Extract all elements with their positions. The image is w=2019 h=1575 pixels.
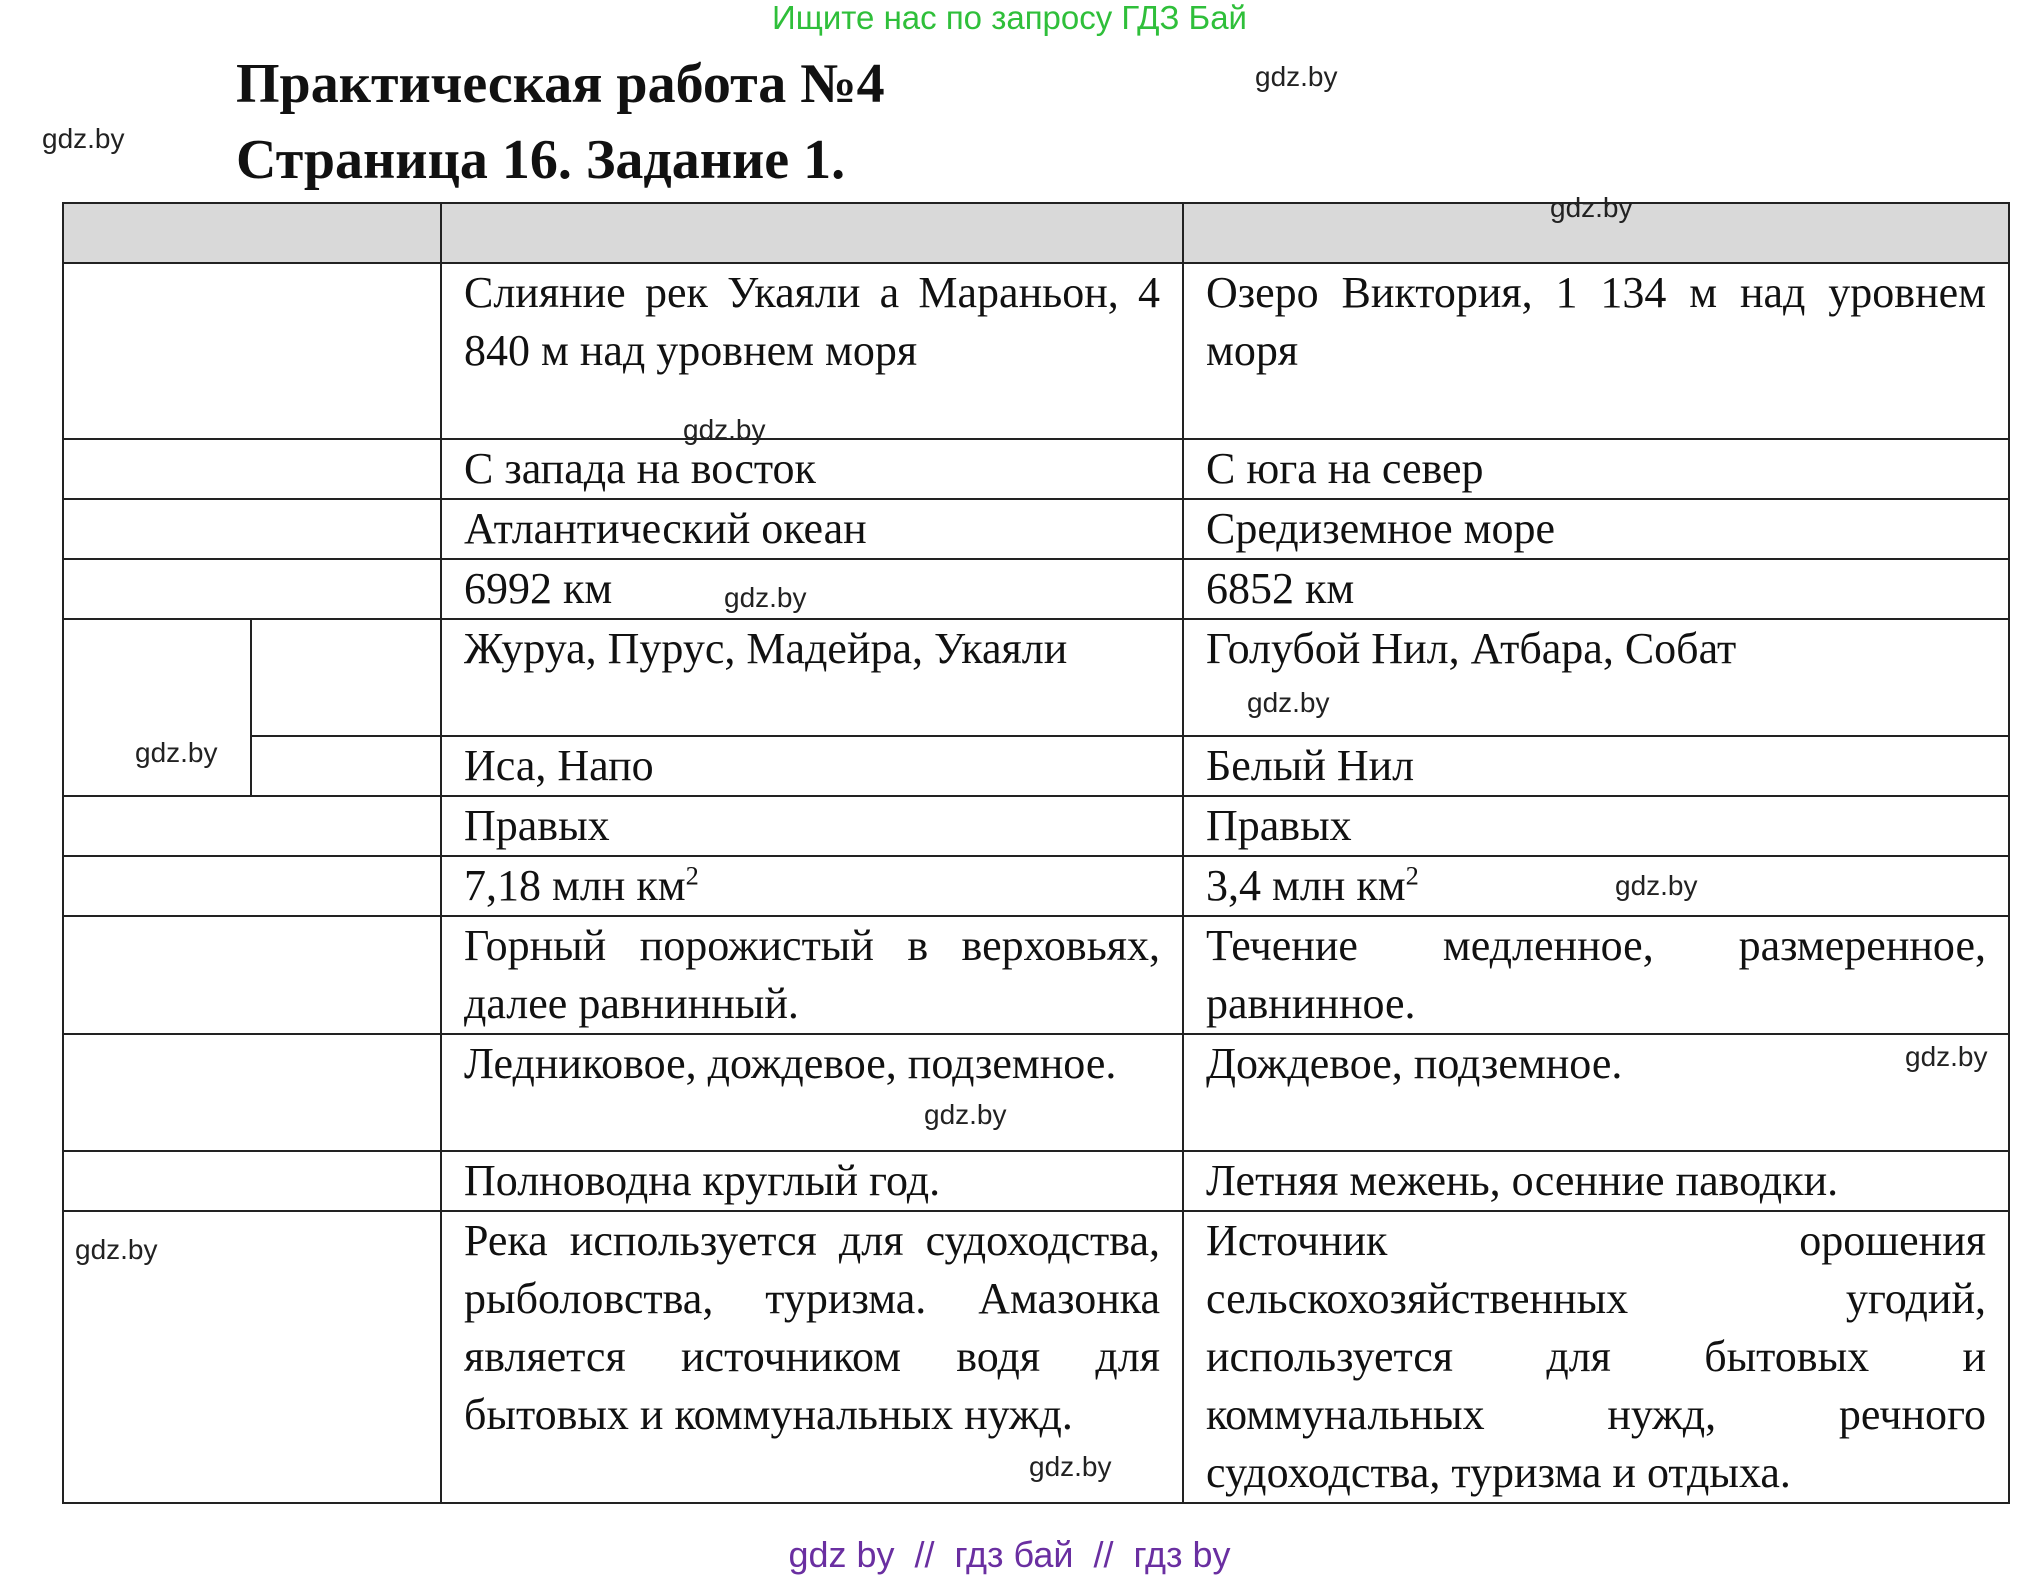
- watermark: gdz.by: [1905, 1041, 1988, 1072]
- table-row-flow-character: [63, 916, 2009, 1034]
- amazon-cell: С запада на восток: [441, 439, 1183, 499]
- nile-cell: 6852 км: [1183, 559, 2009, 619]
- row-label-cell: [63, 619, 251, 796]
- table-header-row: [63, 203, 2009, 263]
- row-label-cell: [63, 916, 441, 1034]
- table-row-tributaries-right: [63, 619, 2009, 736]
- watermark: gdz.by: [1615, 870, 1698, 901]
- row-label-cell: [63, 856, 441, 916]
- watermark: gdz.by: [1255, 61, 1338, 92]
- page-subtitle: Страница 16. Задание 1.: [236, 129, 846, 191]
- watermark: gdz.by: [924, 1099, 1007, 1130]
- amazon-cell: Слияние рек Укаяли а Мараньон, 4 840 м над уровнем моря: [441, 263, 1183, 439]
- site-banner[interactable]: Ищите нас по запросу ГДЗ Бай: [772, 0, 1247, 36]
- nile-cell: Голубой Нил, Атбара, Собат: [1183, 619, 2009, 736]
- table-row-length: [63, 559, 2009, 619]
- nile-cell: Средиземное море: [1183, 499, 2009, 559]
- watermark: gdz.by: [42, 123, 125, 154]
- row-label-cell: [63, 796, 441, 856]
- watermark: gdz.by: [1029, 1451, 1112, 1482]
- header-feature-cell: [63, 203, 441, 263]
- amazon-cell: Правых: [441, 796, 1183, 856]
- amazon-cell: Река используется для судоходства, рыболовства, туризма. Амазонка является источником водя для бытовых и коммунальных нужд.: [441, 1211, 1183, 1503]
- table-row-source: [63, 263, 2009, 439]
- watermark: gdz.by: [724, 582, 807, 613]
- table-row-direction: [63, 439, 2009, 499]
- nile-cell: [1183, 856, 2009, 916]
- nile-cell: Озеро Виктория, 1 134 м над уровнем моря: [1183, 263, 2009, 439]
- nile-cell: Дождевое, подземное.: [1183, 1034, 2009, 1151]
- superscript: 2: [685, 860, 699, 891]
- watermark: gdz.by: [683, 414, 766, 445]
- amazon-cell: Полноводна круглый год.: [441, 1151, 1183, 1211]
- watermark: gdz.by: [75, 1234, 158, 1265]
- amazon-cell: Ледниковое, дождевое, подземное.: [441, 1034, 1183, 1151]
- page-title: Практическая работа №4: [236, 53, 885, 115]
- nile-cell: Источник орошения сельскохозяйственных угодий, используется для бытовых и коммунальных нужд, речного судоходства, туризма и отдыха.: [1183, 1211, 2009, 1503]
- nile-area-text: 3,4 млн км: [1206, 861, 1406, 910]
- amazon-cell: [441, 856, 1183, 916]
- amazon-cell: Атлантический океан: [441, 499, 1183, 559]
- nile-cell: Правых: [1183, 796, 2009, 856]
- amazon-area-text: 7,18 млн км: [464, 861, 686, 910]
- nile-cell: Белый Нил: [1183, 736, 2009, 796]
- watermark: gdz.by: [135, 737, 218, 768]
- amazon-cell: Иса, Напо: [441, 736, 1183, 796]
- table-row-tributaries-left: [63, 736, 2009, 796]
- row-label-cell: [63, 263, 441, 439]
- rivers-comparison-table: [62, 202, 2010, 1504]
- row-label-cell: [63, 439, 441, 499]
- nile-cell: С юга на север: [1183, 439, 2009, 499]
- table-row-regime: [63, 1151, 2009, 1211]
- table-row-mouth: [63, 499, 2009, 559]
- nile-cell: Летняя межень, осенние паводки.: [1183, 1151, 2009, 1211]
- watermark: gdz.by: [1550, 192, 1633, 223]
- amazon-cell: Горный порожистый в верховьях, далее равнинный.: [441, 916, 1183, 1034]
- amazon-cell: 6992 км: [441, 559, 1183, 619]
- row-label-cell: [63, 559, 441, 619]
- table-row-basin-area: [63, 856, 2009, 916]
- row-label-cell: [63, 1151, 441, 1211]
- amazon-cell: Журуа, Пурус, Мадейра, Укаяли: [441, 619, 1183, 736]
- row-sublabel-cell: [251, 619, 441, 736]
- table-row-prevailing-tributaries: [63, 796, 2009, 856]
- row-sublabel-cell: [251, 736, 441, 796]
- superscript: 2: [1405, 860, 1419, 891]
- header-amazon-cell: [441, 203, 1183, 263]
- nile-cell: Течение медленное, размеренное, равнинное.: [1183, 916, 2009, 1034]
- footer-links[interactable]: gdz by // гдз бай // гдз by: [788, 1534, 1231, 1575]
- row-label-cell: [63, 1034, 441, 1151]
- row-label-cell: [63, 499, 441, 559]
- watermark: gdz.by: [1247, 687, 1330, 718]
- table-row-feeding: [63, 1034, 2009, 1151]
